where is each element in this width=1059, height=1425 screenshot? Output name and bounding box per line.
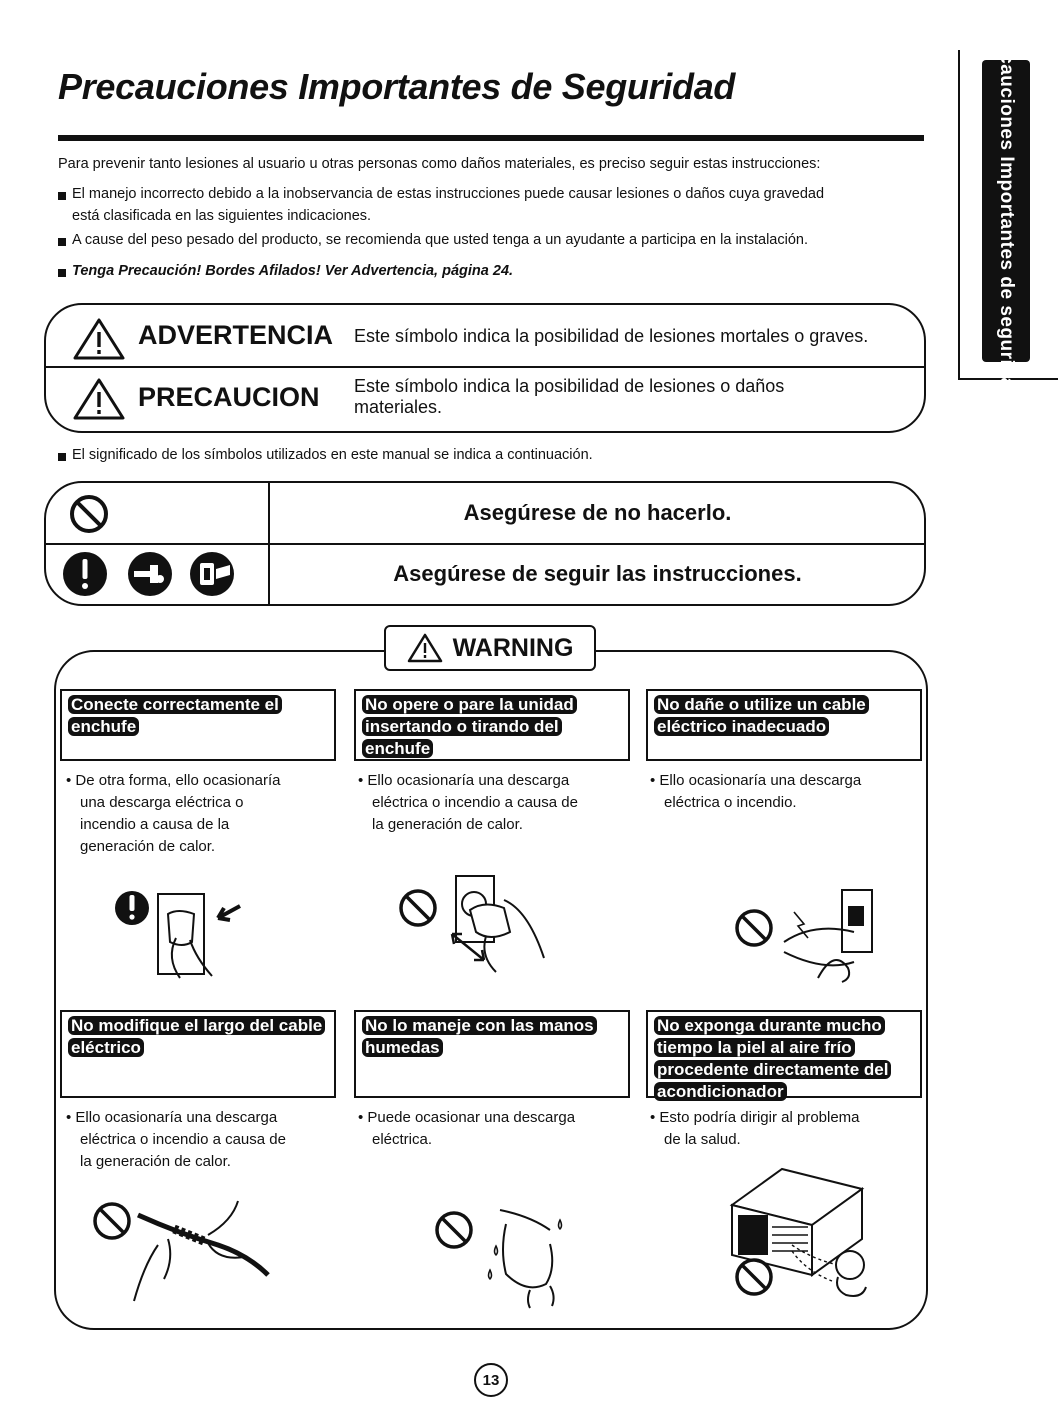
warning-badge [384, 625, 596, 671]
plug-insert-illustration [108, 880, 258, 1000]
warning-item-heading: Conecte correctamente el enchufe [68, 695, 282, 736]
symbols-legend-box [44, 481, 926, 606]
warning-badge-label: WARNING [452, 633, 574, 662]
bullet-icon [58, 192, 66, 200]
warning-item-heading: No modifique el largo del cable eléctrico [68, 1016, 325, 1057]
intro-bullet-1: El manejo incorrecto debido a la inobservancia de estas instrucciones puede causar lesiones o daños cuya gravedad [72, 186, 825, 202]
warning-item-heading: No dañe o utilize un cable eléctrico inadecuado [654, 695, 869, 736]
warning-item-header [354, 689, 630, 761]
precaucion-desc: Este símbolo indica la posibilidad de lesiones o daños materiales. [354, 376, 785, 417]
warning-item-desc: • Ello ocasionaría una descarga eléctrica o incendio a causa de la generación de calor. [358, 772, 578, 833]
side-tab-label: Precauciones Importantes de seguridad [996, 21, 1017, 401]
intro-bullet-1-cont: está clasificada en las siguientes indicaciones. [72, 208, 372, 224]
warning-triangle-icon [72, 317, 126, 361]
warning-item-heading: No exponga durante mucho tiempo la piel al aire frío procedente directamente del acondicionador [654, 1016, 891, 1101]
prohibited-icon [68, 493, 110, 535]
warning-item-heading: No lo maneje con las manos humedas [362, 1016, 597, 1057]
intro-bullet-3: Tenga Precaución! Bordes Afilados! Ver Advertencia, página 24. [72, 263, 514, 279]
intro-line: Para prevenir tanto lesiones al usuario u otras personas como daños materiales, es preciso seguir estas instrucciones: [58, 156, 821, 172]
warning-triangle-icon [407, 633, 443, 663]
page-title: Precauciones Importantes de Seguridad [58, 66, 736, 107]
hazard-levels-box [44, 303, 926, 433]
warning-item-header [646, 689, 922, 761]
symbol-prohibited-meaning: Asegúrese de no hacerlo. [463, 500, 732, 525]
warning-item-desc: • Puede ocasionar una descarga eléctrica. [358, 1109, 576, 1148]
intro-bullet-2: A cause del peso pesado del producto, se recomienda que usted tenga a un ayudante a participa en la instalación. [72, 232, 808, 248]
warning-item-heading: No opere o pare la unidad insertando o tirando del enchufe [362, 695, 577, 758]
advertencia-label: ADVERTENCIA [138, 320, 334, 350]
advertencia-desc: Este símbolo indica la posibilidad de lesiones mortales o graves. [354, 326, 869, 346]
warning-item-desc: • Ello ocasionaría una descarga eléctrica o incendio. [650, 772, 862, 811]
bullet-icon [58, 269, 66, 277]
warning-item-header [60, 689, 336, 761]
side-tab [958, 21, 1058, 401]
warning-item-header [60, 1010, 336, 1098]
warning-item-desc: • De otra forma, ello ocasionaría una descarga eléctrica o incendio a causa de la generación de calor. [66, 772, 281, 855]
warning-item-desc: • Esto podría dirigir al problema de la salud. [650, 1109, 860, 1148]
cord-splice-illustration [88, 1195, 278, 1305]
symbols-intro: El significado de los símbolos utilizados en este manual se indica a continuación. [72, 447, 593, 463]
wet-hands-illustration [420, 1200, 580, 1310]
page-number: 13 [474, 1363, 508, 1397]
bullet-icon [58, 238, 66, 246]
warning-item-header [646, 1010, 922, 1101]
plug-pull-illustration [394, 870, 574, 980]
warning-item-header [354, 1010, 630, 1098]
cold-air-illustration [722, 1165, 892, 1305]
mandatory-icons [60, 549, 260, 599]
title-rule [58, 135, 924, 141]
damaged-cord-illustration [724, 882, 884, 992]
warning-item-desc: • Ello ocasionaría una descarga eléctrica o incendio a causa de la generación de calor. [66, 1109, 286, 1170]
caution-triangle-icon [72, 377, 126, 421]
symbol-mandatory-meaning: Asegúrese de seguir las instrucciones. [393, 561, 802, 586]
precaucion-label: PRECAUCION [138, 382, 320, 412]
bullet-icon [58, 453, 66, 461]
